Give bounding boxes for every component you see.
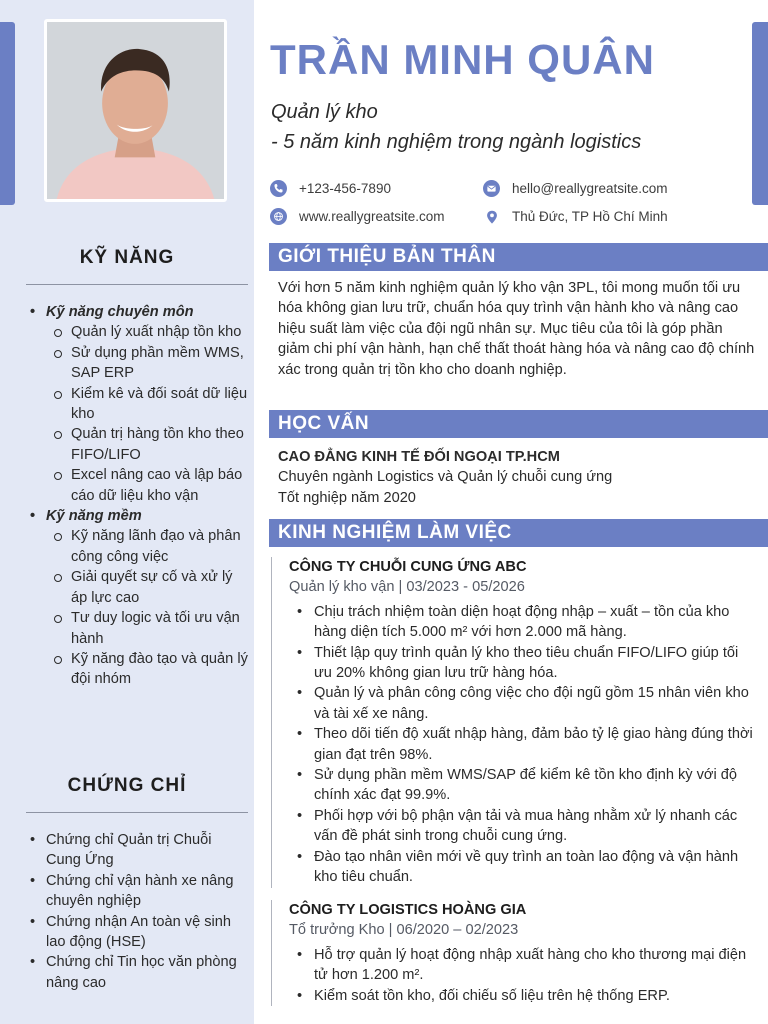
website-text: www.reallygreatsite.com	[299, 209, 445, 224]
right-accent-bar	[752, 22, 768, 205]
left-accent-bar	[0, 22, 15, 205]
skill-category-soft: • Kỹ năng mềm	[28, 506, 250, 526]
job-bullet: • Hỗ trợ quản lý hoạt động nhập xuất hàng cho kho thương mại điện tử hơn 1.200 m².	[289, 945, 758, 986]
subtitle-line-1: Quản lý kho	[271, 101, 378, 123]
experience-section-header: KINH NGHIỆM LÀM VIỆC	[269, 519, 768, 547]
job-bullet: • Quản lý và phân công công việc cho đội ngũ gồm 15 nhân viên kho và tài xế xe nâng.	[289, 683, 758, 724]
contact-phone	[270, 180, 391, 197]
education-school: CAO ĐẲNG KINH TẾ ĐỐI NGOẠI TP.HCM	[278, 449, 560, 465]
subtitle-line-2: - 5 năm kinh nghiệm trong ngành logistics	[271, 131, 642, 153]
job-role: Quản lý kho vận | 03/2023 - 05/2026	[289, 579, 525, 596]
certificate-item: • Chứng chỉ vận hành xe nâng chuyên nghiệp	[28, 871, 250, 912]
certificate-item: • Chứng chỉ Tin học văn phòng nâng cao	[28, 952, 250, 993]
about-text: Với hơn 5 năm kinh nghiệm quản lý kho vận 3PL, tôi mong muốn tối ưu hóa không gian lưu trữ, chuẩn hóa quy trình vận hành kho và nâng cao hiệu suất làm việc của đội ngũ nhân sự. Mục tiêu của tôi là góp phần giảm chi phí vận hành, hạn chế thất thoát hàng hóa và nâng cao độ chính xác trong quản trị tồn kho cho doanh nghiệp.	[278, 280, 755, 378]
education-block	[278, 447, 758, 508]
job-bullet: • Sử dụng phần mềm WMS/SAP để kiểm kê tồn kho định kỳ với độ chính xác đạt 99.9%.	[289, 765, 758, 806]
skill-item: Quản lý xuất nhập tồn kho	[28, 322, 250, 342]
job-bullet: • Phối hợp với bộ phận vận tải và mua hàng nhằm xử lý nhanh các vấn đề phát sinh trong chuỗi cung ứng.	[289, 806, 758, 847]
skill-item: Kiểm kê và đối soát dữ liệu kho	[28, 384, 250, 425]
certificates-list	[28, 830, 250, 993]
education-graduation: Tốt nghiệp năm 2020	[278, 489, 416, 506]
skill-item: Excel nâng cao và lập báo cáo dữ liệu kho vận	[28, 465, 250, 506]
job-company: CÔNG TY CHUỖI CUNG ỨNG ABC	[289, 559, 527, 575]
certificates-divider	[26, 812, 248, 813]
job-company: CÔNG TY LOGISTICS HOÀNG GIA	[289, 902, 527, 918]
skill-item: Sử dụng phần mềm WMS, SAP ERP	[28, 343, 250, 384]
certificate-item: • Chứng nhận An toàn vệ sinh lao động (HSE)	[28, 912, 250, 953]
skill-item: Kỹ năng lãnh đạo và phân công công việc	[28, 526, 250, 567]
job-responsibilities	[289, 945, 758, 1006]
about-section-header: GIỚI THIỆU BẢN THÂN	[269, 243, 768, 271]
skill-item: Tư duy logic và tối ưu vận hành	[28, 608, 250, 649]
candidate-subtitle	[271, 97, 641, 157]
phone-text: +123-456-7890	[299, 181, 391, 196]
job-bullet: • Chịu trách nhiệm toàn diện hoạt động nhập – xuất – tồn của kho hàng diện tích 5.000 m² với hơn 2.000 mã hàng.	[289, 602, 758, 643]
profile-photo	[44, 19, 227, 202]
job-bullet: • Theo dõi tiến độ xuất nhập hàng, đảm bảo tỷ lệ giao hàng đúng thời gian đạt trên 98%.	[289, 724, 758, 765]
contact-website	[270, 208, 445, 225]
contact-address	[483, 208, 668, 225]
mail-icon	[483, 180, 500, 197]
experience-job-2	[271, 900, 758, 1006]
skills-title: KỸ NĂNG	[79, 247, 175, 268]
job-bullet: • Đào tạo nhân viên mới về quy trình an toàn lao động và vận hành kho tiêu chuẩn.	[289, 847, 758, 888]
phone-icon	[270, 180, 287, 197]
skill-item: Kỹ năng đào tạo và quản lý đội nhóm	[28, 649, 250, 690]
job-bullet: • Thiết lập quy trình quản lý kho theo tiêu chuẩn FIFO/LIFO giúp tối ưu 20% không gian lưu trữ hàng hóa.	[289, 643, 758, 684]
skill-item: Giải quyết sự cố và xử lý áp lực cao	[28, 567, 250, 608]
skill-item: Quản trị hàng tồn kho theo FIFO/LIFO	[28, 424, 250, 465]
certificate-item: • Chứng chỉ Quản trị Chuỗi Cung Ứng	[28, 830, 250, 871]
job-role: Tổ trưởng Kho | 06/2020 – 02/2023	[289, 922, 519, 939]
certificates-title: CHỨNG CHỈ	[67, 775, 187, 796]
education-major: Chuyên ngành Logistics và Quản lý chuỗi cung ứng	[278, 469, 613, 486]
contact-email	[483, 180, 668, 197]
education-section-header: HỌC VẤN	[269, 410, 768, 438]
email-text: hello@reallygreatsite.com	[512, 181, 668, 196]
job-bullet: • Kiểm soát tồn kho, đối chiếu số liệu trên hệ thống ERP.	[289, 986, 758, 1006]
job-responsibilities	[289, 602, 758, 888]
candidate-name: TRẦN MINH QUÂN	[270, 36, 655, 83]
skills-divider	[26, 284, 248, 285]
location-icon	[483, 208, 500, 225]
globe-icon	[270, 208, 287, 225]
skills-list	[28, 302, 250, 690]
skill-category-professional: • Kỹ năng chuyên môn	[28, 302, 250, 322]
experience-job-1	[271, 557, 758, 888]
address-text: Thủ Đức, TP Hồ Chí Minh	[512, 209, 668, 224]
